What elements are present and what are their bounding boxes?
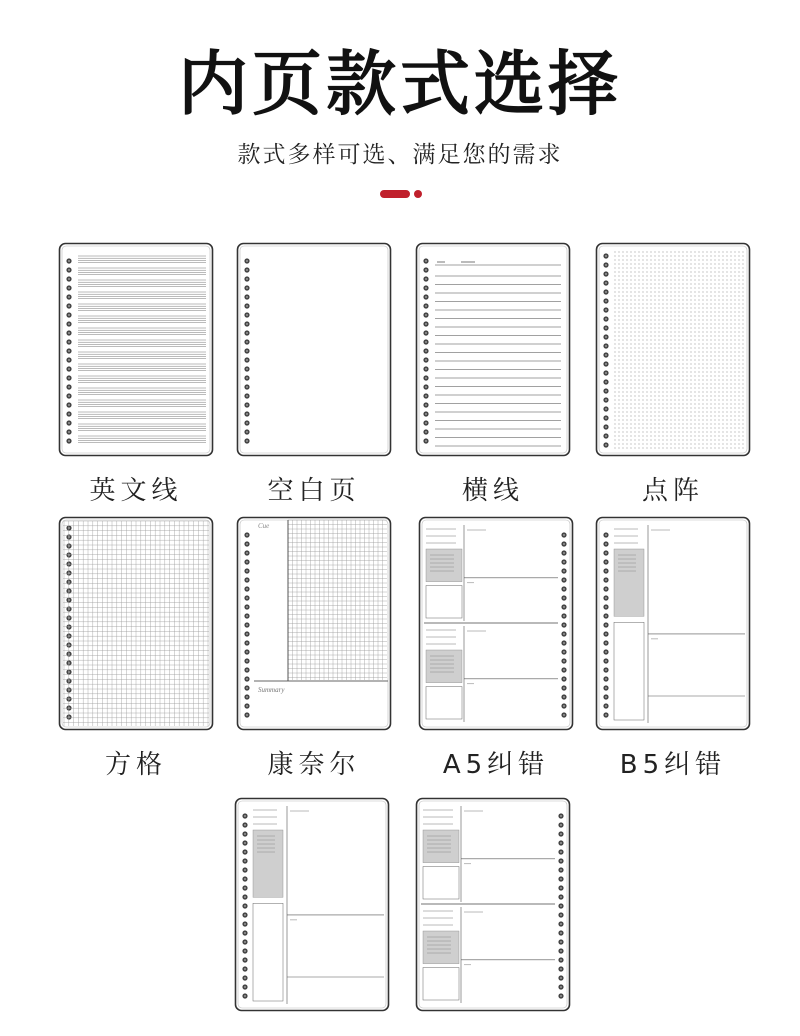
- page-title: 内页款式选择: [178, 43, 622, 125]
- style-label-b5-correction: B5纠错: [619, 750, 727, 780]
- a5-correction-page-svg-2: [415, 797, 571, 1012]
- style-label-cornell: 康奈尔: [267, 750, 361, 780]
- accent-dot: [414, 190, 422, 198]
- lined-page-preview: [415, 242, 571, 457]
- b5-correction-page-preview: [595, 516, 751, 731]
- svg-text:Summary: Summary: [258, 686, 285, 694]
- lined-page-svg: [415, 242, 571, 457]
- a5-correction-page-preview-2: [415, 797, 571, 1012]
- style-label-square-grid: 方格: [104, 750, 167, 780]
- svg-text:Cue: Cue: [258, 522, 270, 530]
- square-grid-page-svg: [58, 516, 214, 731]
- page-subtitle: 款式多样可选、满足您的需求: [237, 142, 563, 168]
- dot-grid-page-preview: [595, 242, 751, 457]
- dot-grid-page-svg: [595, 242, 751, 457]
- square-grid-page-preview: [58, 516, 214, 731]
- english-lines-page-preview: [58, 242, 214, 457]
- b5-correction-page-svg: [595, 516, 751, 731]
- style-label-dot-grid: 点阵: [641, 476, 704, 506]
- english-lines-page-svg: [58, 242, 214, 457]
- style-label-blank: 空白页: [267, 476, 361, 506]
- b5-correction-page-preview-2: [234, 797, 390, 1012]
- cornell-page-preview: [236, 516, 392, 731]
- blank-page-preview: [236, 242, 392, 457]
- blank-page-svg: [236, 242, 392, 457]
- style-label-english-lines: 英文线: [89, 476, 183, 506]
- style-label-a5-correction: A5纠错: [442, 750, 550, 780]
- a5-correction-page-preview: [418, 516, 574, 731]
- accent-bar: [380, 190, 410, 198]
- b5-correction-page-svg-2: [234, 797, 390, 1012]
- cornell-page-svg: [236, 516, 392, 731]
- style-label-lined: 横线: [461, 476, 524, 506]
- a5-correction-page-svg: [418, 516, 574, 731]
